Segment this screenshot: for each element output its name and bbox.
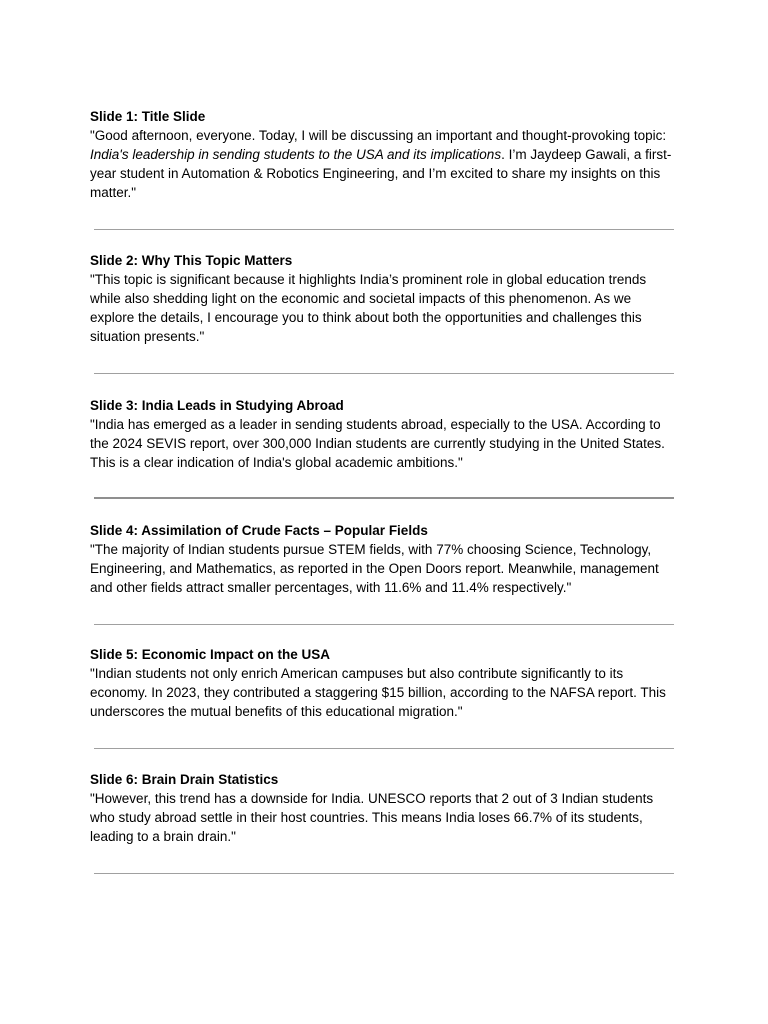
slide-script: "Indian students not only enrich American campuses but also contribute significantly to its economy. In 2023, they contributed a staggering $15 billion, according to the NAFSA report. This underscores the mutual benefits of this educational migration." xyxy=(90,666,666,719)
slide-heading: Slide 6: Brain Drain Statistics xyxy=(90,772,279,787)
slide-script: "India has emerged as a leader in sending students abroad, especially to the USA. According to the 2024 SEVIS report, over 300,000 Indian students are currently studying in the United States. This is a clear indication of India's global academic ambitions." xyxy=(90,417,665,470)
slide-section-4 xyxy=(90,521,675,597)
slide-section-3 xyxy=(90,396,675,472)
horizontal-rule xyxy=(94,497,674,499)
slide-heading: Slide 5: Economic Impact on the USA xyxy=(90,647,331,662)
slide-heading: Slide 4: Assimilation of Crude Facts – Popular Fields xyxy=(90,523,428,538)
horizontal-rule xyxy=(94,373,674,374)
slide-script-text: "Good afternoon, everyone. Today, I will be discussing an important and thought-provoking topic: xyxy=(90,128,667,143)
horizontal-rule xyxy=(94,748,674,749)
slide-script: "This topic is significant because it highlights India’s prominent role in global education trends while also shedding light on the economic and societal impacts of this phenomenon. As we explore the details, I encourage you to think about both the opportunities and challenges this situation presents." xyxy=(90,272,647,344)
slide-script: "However, this trend has a downside for India. UNESCO reports that 2 out of 3 Indian students who study abroad settle in their host countries. This means India loses 66.7% of its students, leading to a brain drain." xyxy=(90,791,654,844)
slide-script xyxy=(90,126,675,202)
slide-section-2 xyxy=(90,251,675,346)
slide-section-6 xyxy=(90,770,675,846)
slide-section-1 xyxy=(90,107,675,202)
slide-script-text: . I’m Jaydeep Gawali, a first-year student in Automation & Robotics Engineering, and I’m excited to share my insights on this matter." xyxy=(90,147,672,200)
horizontal-rule xyxy=(94,624,674,625)
slide-script: "The majority of Indian students pursue STEM fields, with 77% choosing Science, Technology, Engineering, and Mathematics, as reported in the Open Doors report. Meanwhile, management and other fields attract smaller percentages, with 11.6% and 11.4% respectively." xyxy=(90,542,659,595)
slide-script-emphasis: India's leadership in sending students to the USA and its implications xyxy=(90,147,502,162)
slide-heading: Slide 3: India Leads in Studying Abroad xyxy=(90,398,344,413)
slide-heading: Slide 2: Why This Topic Matters xyxy=(90,253,293,268)
horizontal-rule xyxy=(94,873,674,874)
horizontal-rule xyxy=(94,229,674,230)
slide-section-5 xyxy=(90,645,675,721)
slide-heading: Slide 1: Title Slide xyxy=(90,109,206,124)
